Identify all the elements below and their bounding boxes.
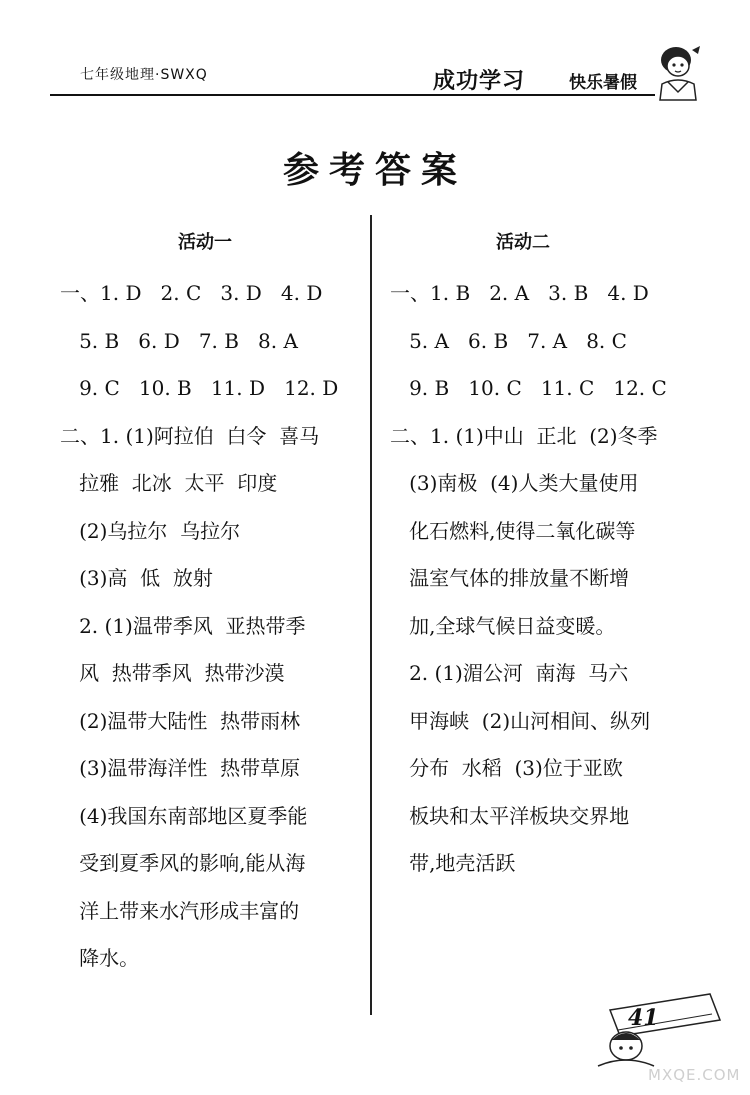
answer-line: 二、1. (1)中山 正北 (2)冬季 (390, 423, 658, 448)
reading-boy-icon (590, 990, 730, 1070)
answer-line: 二、1. (1)阿拉伯 白令 喜马 (60, 423, 320, 448)
header-rule (50, 94, 655, 96)
answer-line: 分布 水稻 (3)位于亚欧 (390, 756, 623, 780)
answer-line: 5. A 6. B 7. A 8. C (390, 328, 627, 353)
page-number: 41 (628, 1005, 659, 1031)
header-series-title: 成功学习 (433, 69, 526, 94)
answer-line: 洋上带来水汽形成丰富的 (60, 898, 300, 923)
answer-line: 板块和太平洋板块交界地 (390, 803, 630, 828)
answer-line: 一、1. D 2. C 3. D 4. D (60, 281, 323, 305)
answer-line: 9. B 10. C 11. C 12. C (390, 376, 667, 400)
answer-line: 加,全球气候日益变暖。 (390, 613, 616, 638)
answer-line: 受到夏季风的影响,能从海 (60, 851, 306, 875)
answer-line: (3)高 低 放射 (60, 566, 213, 590)
watermark: MXQE.COM (648, 1066, 741, 1084)
answers-column-right (390, 228, 690, 896)
answer-line: 带,地壳活跃 (390, 851, 516, 875)
answer-line: (2)温带大陆性 热带雨林 (60, 708, 301, 733)
answer-line: 温室气体的排放量不断增 (390, 566, 630, 590)
answer-line: 化石燃料,使得二氧化碳等 (390, 518, 636, 543)
answer-line: 降水。 (60, 946, 140, 970)
answer-line: (3)温带海洋性 热带草原 (60, 756, 301, 780)
mascot-girl-icon (652, 42, 704, 102)
answer-line: 2. (1)湄公河 南海 马六 (390, 661, 629, 685)
answer-line: (3)南极 (4)人类大量使用 (390, 471, 639, 495)
answer-line: (4)我国东南部地区夏季能 (60, 803, 308, 828)
activity-heading: 活动一 (178, 232, 232, 253)
header-grade-subject: 七年级地理·SWXQ (80, 67, 208, 83)
activity-heading: 活动二 (496, 232, 550, 253)
answer-line: 风 热带季风 热带沙漠 (60, 661, 285, 685)
answer-line: 2. (1)温带季风 亚热带季 (60, 613, 306, 638)
column-divider (370, 215, 372, 1015)
answers-column-left (60, 228, 360, 991)
answer-line: 一、1. B 2. A 3. B 4. D (390, 281, 649, 305)
header-subtitle: 快乐暑假 (569, 73, 637, 93)
answer-line: 5. B 6. D 7. B 8. A (60, 328, 298, 353)
answer-line: 拉雅 北冰 太平 印度 (60, 471, 278, 495)
page-title: 参考答案 (282, 150, 467, 191)
answer-line: 甲海峡 (2)山河相间、纵列 (390, 708, 651, 733)
answer-line: 9. C 10. B 11. D 12. D (60, 376, 339, 400)
answer-line: (2)乌拉尔 乌拉尔 (60, 518, 241, 543)
